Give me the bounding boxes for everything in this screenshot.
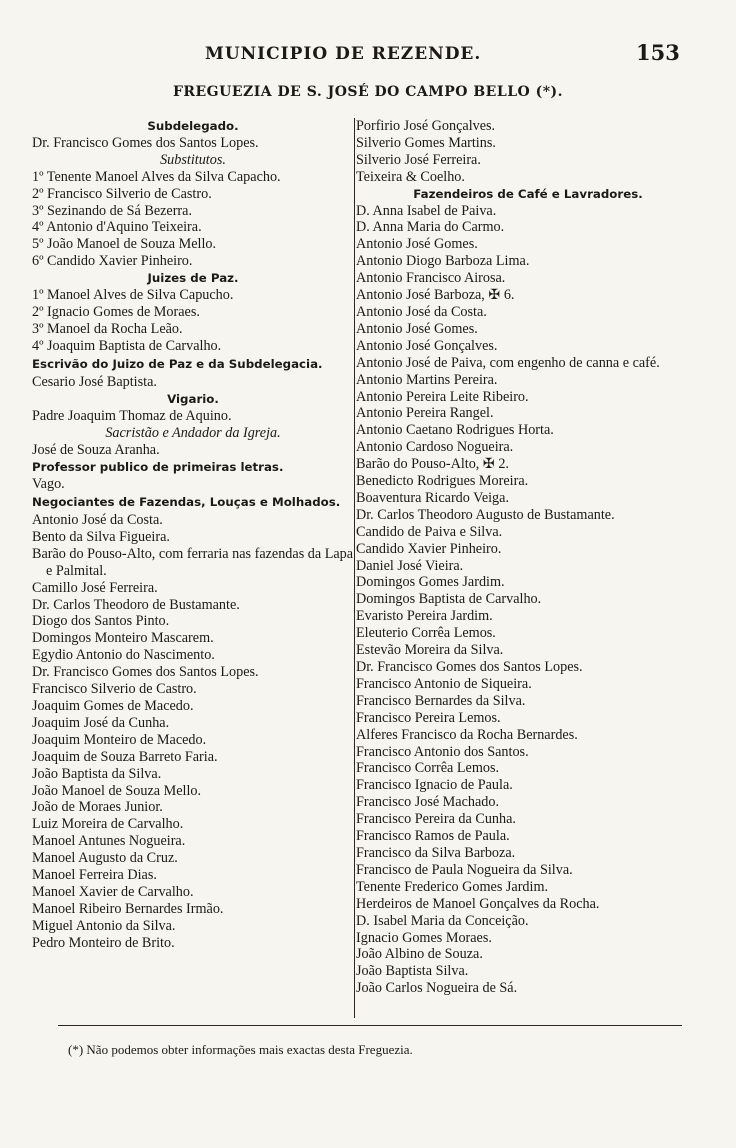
list-item: Antonio José Gomes. bbox=[356, 320, 478, 337]
negociantes-list bbox=[32, 512, 354, 952]
list-item: Dr. Carlos Theodoro de Bustamante. bbox=[32, 596, 240, 613]
list-item: Manoel Xavier de Carvalho. bbox=[32, 883, 194, 900]
list-item: Barão do Pouso-Alto, ✠ 2. bbox=[356, 456, 509, 473]
list-item: Daniel José Vieira. bbox=[356, 557, 464, 574]
list-item: Antonio Caetano Rodrigues Horta. bbox=[356, 422, 554, 439]
list-item: Boaventura Ricardo Veiga. bbox=[356, 489, 509, 506]
list-item: Joaquim Monteiro de Macedo. bbox=[32, 731, 207, 748]
list-item: 5º João Manoel de Souza Mello. bbox=[32, 236, 217, 253]
list-item: Estevão Moreira da Silva. bbox=[356, 642, 504, 659]
list-item: Francisco de Paula Nogueira da Silva. bbox=[356, 861, 573, 878]
list-item: Miguel Antonio da Silva. bbox=[32, 917, 176, 934]
list-item: 4º Antonio d'Aquino Teixeira. bbox=[32, 219, 202, 236]
footnote: (*) Não podemos obter informações mais exactas desta Freguezia. bbox=[68, 1042, 413, 1057]
list-item: Antonio Pereira Leite Ribeiro. bbox=[356, 388, 529, 405]
list-item: Pedro Monteiro de Brito. bbox=[32, 934, 175, 951]
list-item: Manoel Antunes Nogueira. bbox=[32, 833, 186, 850]
list-item: Francisco Pereira da Cunha. bbox=[356, 811, 516, 828]
running-title: MUNICIPIO DE REZENDE. bbox=[205, 44, 482, 64]
list-item: 2º Francisco Silverio de Castro. bbox=[32, 185, 212, 202]
section-heading-subdelegado: Subdelegado. bbox=[147, 119, 239, 133]
list-item: Tenente Frederico Gomes Jardim. bbox=[356, 878, 549, 895]
list-item: Dr. Carlos Theodoro Augusto de Bustamante. bbox=[356, 506, 615, 523]
list-item: Herdeiros de Manoel Gonçalves da Rocha. bbox=[356, 895, 600, 912]
list-item: Candido de Paiva e Silva. bbox=[356, 523, 503, 540]
section-heading-professor: Professor publico de primeiras letras. bbox=[32, 459, 284, 474]
list-item: Manoel Augusto da Cruz. bbox=[32, 850, 178, 867]
vigario-entry: Padre Joaquim Thomaz de Aquino. bbox=[32, 408, 232, 424]
list-item: Manoel Ferreira Dias. bbox=[32, 867, 157, 884]
section-heading-substitutos: Substitutos. bbox=[160, 151, 226, 168]
list-item: Francisco Pereira Lemos. bbox=[356, 709, 501, 726]
list-item: Antonio José da Costa. bbox=[356, 303, 487, 320]
section-heading-negociantes: Negociantes de Fazendas, Louças e Molhados. bbox=[32, 494, 341, 509]
escrivao-entry: Cesario José Baptista. bbox=[32, 374, 157, 391]
list-item: Evaristo Pereira Jardim. bbox=[356, 608, 493, 625]
list-item: Domingos Baptista de Carvalho. bbox=[356, 591, 542, 608]
list-item: Antonio José Gonçalves. bbox=[356, 337, 498, 354]
professor-entry: Vago. bbox=[32, 475, 65, 492]
list-item: Eleuterio Corrêa Lemos. bbox=[356, 625, 496, 642]
footnote-rule bbox=[58, 1025, 682, 1026]
list-item: 3º Sezinando de Sá Bezerra. bbox=[32, 202, 193, 219]
list-item: Alferes Francisco da Rocha Bernardes. bbox=[356, 726, 578, 743]
list-item: 1º Manoel Alves de Silva Capucho. bbox=[32, 287, 234, 304]
list-item: Joaquim Gomes de Macedo. bbox=[32, 698, 194, 714]
list-item: 3º Manoel da Rocha Leão. bbox=[32, 320, 183, 337]
list-item: Silverio José Ferreira. bbox=[356, 151, 481, 168]
list-item: Dr. Francisco Gomes dos Santos Lopes. bbox=[32, 664, 259, 681]
list-item: Luiz Moreira de Carvalho. bbox=[32, 816, 184, 833]
page-number: 153 bbox=[636, 40, 680, 65]
list-item: Diogo dos Santos Pinto. bbox=[32, 613, 170, 630]
list-item: Antonio Francisco Airosa. bbox=[356, 270, 506, 287]
list-item: Antonio Diogo Barboza Lima. bbox=[356, 253, 530, 270]
list-item: Silverio Gomes Martins. bbox=[356, 134, 496, 151]
list-item: João Baptista da Silva. bbox=[32, 765, 162, 782]
list-item: João Manoel de Souza Mello. bbox=[32, 782, 202, 799]
list-item: D. Isabel Maria da Conceição. bbox=[356, 912, 529, 929]
list-item: Antonio Martins Pereira. bbox=[356, 371, 498, 388]
list-item: Francisco Ramos de Paula. bbox=[356, 828, 510, 845]
list-item: D. Anna Maria do Carmo. bbox=[356, 219, 505, 236]
list-item: Joaquim José da Cunha. bbox=[32, 714, 170, 731]
list-item: Francisco José Machado. bbox=[356, 794, 500, 811]
list-item: João Albino de Souza. bbox=[356, 946, 483, 963]
list-item: Domingos Monteiro Mascarem. bbox=[32, 630, 214, 647]
list-item: Porfirio José Gonçalves. bbox=[356, 118, 496, 134]
list-item: Antonio José Gomes. bbox=[356, 236, 478, 253]
list-item: Bento da Silva Figueira. bbox=[32, 528, 170, 545]
list-item: Francisco Ignacio de Paula. bbox=[356, 777, 513, 794]
list-item: Francisco Bernardes da Silva. bbox=[356, 692, 526, 709]
fazendeiros-list bbox=[356, 203, 700, 998]
list-item: 4º Joaquim Baptista de Carvalho. bbox=[32, 337, 222, 354]
subdelegado-entry: Dr. Francisco Gomes dos Santos Lopes. bbox=[32, 134, 259, 151]
list-item: Francisco Corrêa Lemos. bbox=[356, 760, 500, 777]
parish-title: FREGUEZIA DE S. JOSÉ DO CAMPO BELLO (*). bbox=[172, 84, 564, 100]
list-item: 1º Tenente Manoel Alves da Silva Capacho. bbox=[32, 168, 281, 185]
sacristao-entry: José de Souza Aranha. bbox=[32, 441, 160, 458]
list-item: Camillo José Ferreira. bbox=[32, 579, 158, 596]
list-item: Francisco da Silva Barboza. bbox=[356, 844, 516, 861]
section-heading-escrivao: Escrivão do Juizo de Paz e da Subdelegacia. bbox=[32, 356, 323, 371]
list-item: João Carlos Nogueira de Sá. bbox=[356, 980, 518, 997]
section-heading-sacristao: Sacristão e Andador da Igreja. bbox=[105, 424, 281, 441]
list-item: 6º Candido Xavier Pinheiro. bbox=[32, 253, 193, 270]
list-item: Egydio Antonio do Nascimento. bbox=[32, 647, 215, 664]
list-item: Francisco Antonio dos Santos. bbox=[356, 743, 529, 760]
list-item: Antonio José da Costa. bbox=[32, 512, 163, 529]
list-item: Barão do Pouso-Alto, com ferraria nas fazendas da Lapa e Palmital. bbox=[32, 545, 354, 579]
list-item: João de Moraes Junior. bbox=[32, 799, 163, 816]
page-header bbox=[0, 38, 736, 68]
list-item: Benedicto Rodrigues Moreira. bbox=[356, 473, 529, 490]
list-item: João Baptista Silva. bbox=[356, 963, 469, 980]
list-item: Ignacio Gomes Moraes. bbox=[356, 929, 492, 946]
right-column bbox=[356, 118, 700, 997]
list-item: Antonio José Barboza, ✠ 6. bbox=[356, 287, 515, 304]
list-item: Domingos Gomes Jardim. bbox=[356, 574, 505, 591]
list-item: 2º Ignacio Gomes de Moraes. bbox=[32, 303, 200, 320]
list-item: D. Anna Isabel de Paiva. bbox=[356, 202, 497, 219]
list-item: Francisco Antonio de Siqueira. bbox=[356, 675, 532, 692]
list-item: Antonio José de Paiva, com engenho de canna e café. bbox=[356, 354, 660, 371]
left-column bbox=[32, 118, 354, 952]
column-divider bbox=[354, 118, 355, 1018]
list-item: Manoel Ribeiro Bernardes Irmão. bbox=[32, 900, 224, 917]
section-heading-juizes: Juizes de Paz. bbox=[147, 271, 239, 286]
list-item: Teixeira & Coelho. bbox=[356, 168, 465, 185]
list-item: Antonio Pereira Rangel. bbox=[356, 405, 494, 422]
list-item: Joaquim de Souza Barreto Faria. bbox=[32, 748, 218, 765]
section-heading-fazendeiros: Fazendeiros de Café e Lavradores. bbox=[413, 186, 643, 201]
section-heading-vigario: Vigario. bbox=[167, 392, 219, 407]
list-item: Francisco Silverio de Castro. bbox=[32, 681, 197, 698]
list-item: Candido Xavier Pinheiro. bbox=[356, 540, 502, 557]
list-item: Antonio Cardoso Nogueira. bbox=[356, 439, 514, 456]
list-item: Dr. Francisco Gomes dos Santos Lopes. bbox=[356, 659, 583, 675]
